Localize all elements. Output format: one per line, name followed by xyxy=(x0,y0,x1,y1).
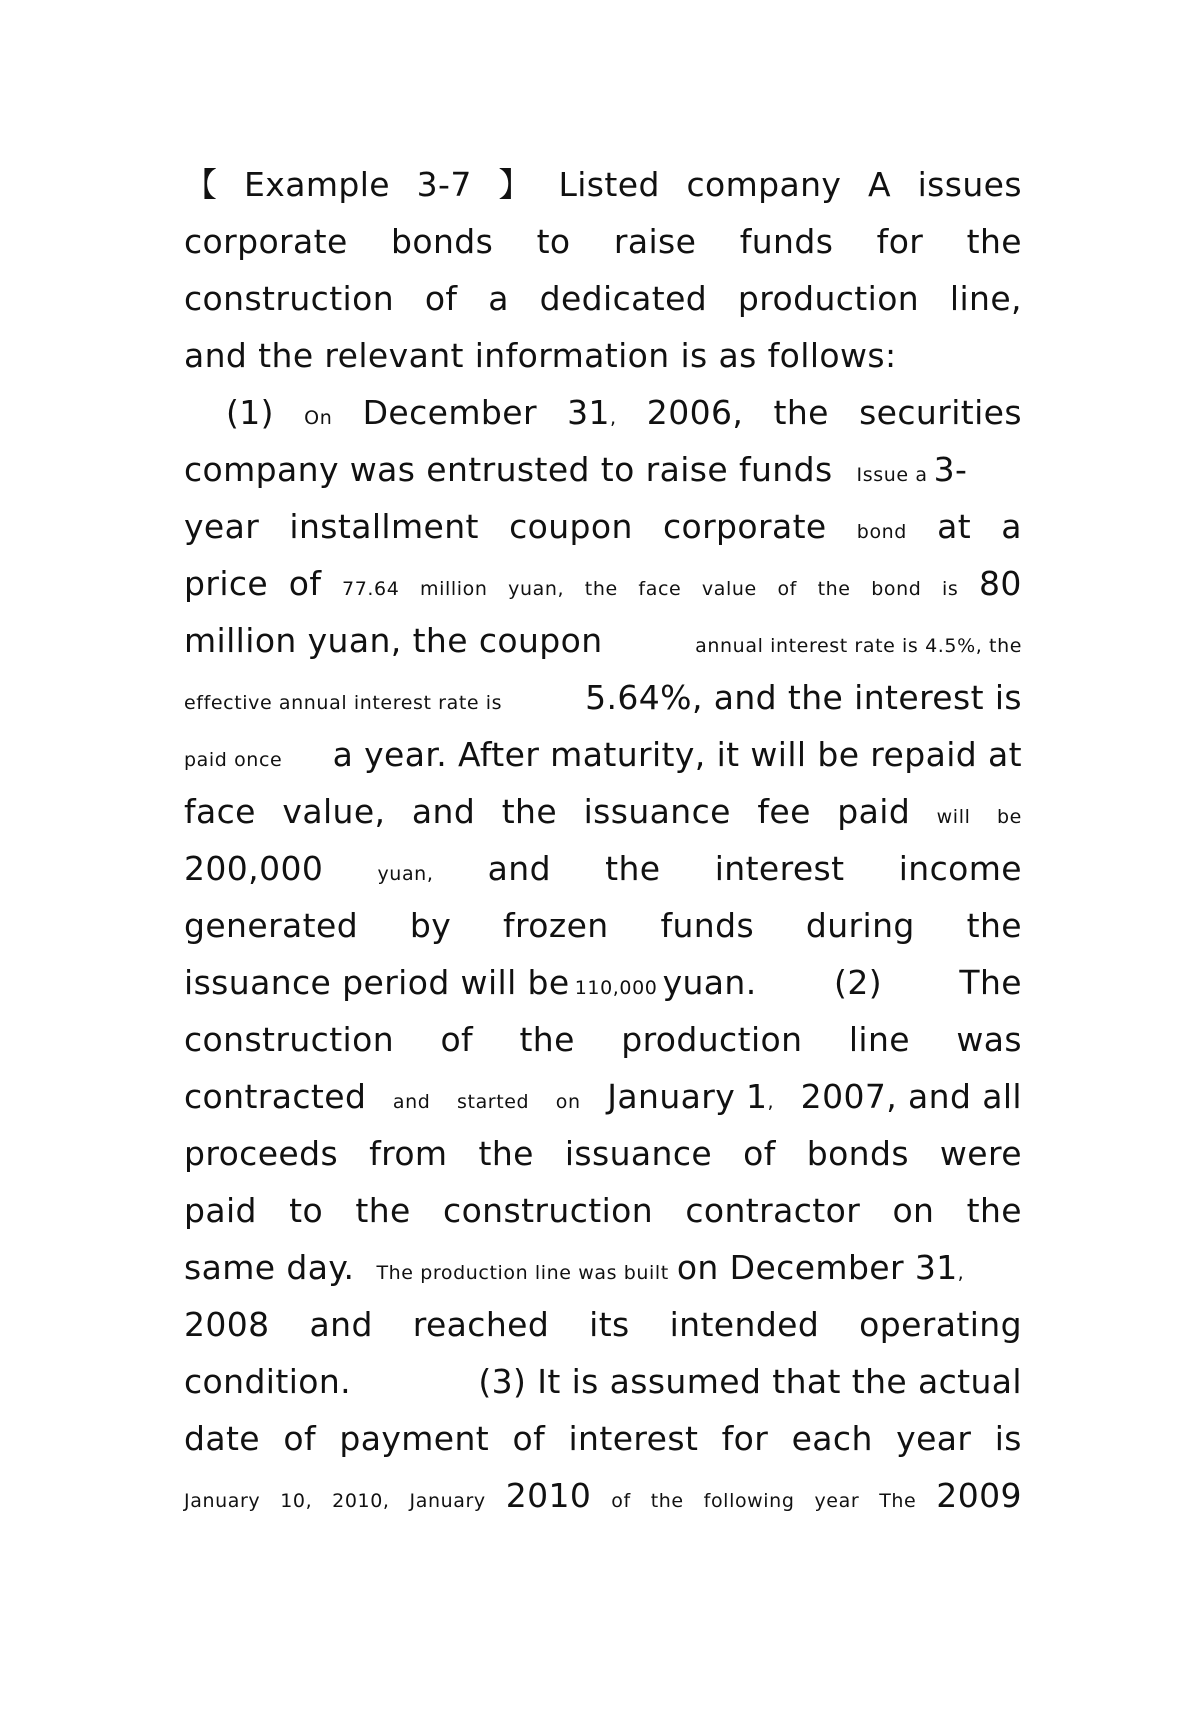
word: construction xyxy=(184,1020,395,1059)
word: were xyxy=(939,1134,1022,1173)
word: the xyxy=(355,1191,411,1230)
phrase: million yuan, the coupon xyxy=(184,621,603,660)
phrase-small: The production line was built xyxy=(376,1262,669,1284)
word: installment xyxy=(289,507,479,546)
text-line xyxy=(184,1011,1022,1068)
word: The xyxy=(959,963,1022,1002)
word: Example xyxy=(244,165,391,204)
word: each xyxy=(791,1419,873,1458)
phrase: 5.64%, and the interest is xyxy=(585,678,1022,717)
phrase: a year. After maturity, it will be repaid at xyxy=(332,735,1022,774)
example-number: 3-7 xyxy=(416,165,472,204)
text-line xyxy=(184,783,1022,840)
phrase-small: annual interest rate is 4.5%, the xyxy=(695,635,1022,657)
text-line xyxy=(184,1068,1022,1125)
word-small: 2010, xyxy=(332,1490,390,1512)
word: contracted xyxy=(184,1077,367,1116)
text-line xyxy=(184,669,1022,726)
word: proceeds xyxy=(184,1134,339,1173)
word: intended xyxy=(669,1305,820,1344)
sentence: and the relevant information is as follows: xyxy=(184,336,897,375)
word: production xyxy=(737,279,920,318)
word: construction xyxy=(184,279,395,318)
word-small: of xyxy=(611,1490,631,1512)
bracket-close: 】 xyxy=(498,165,532,204)
text-line xyxy=(184,555,1022,612)
word: payment xyxy=(339,1419,490,1458)
word: its xyxy=(589,1305,630,1344)
word: reached xyxy=(412,1305,550,1344)
word: the xyxy=(966,1191,1022,1230)
phrase-small: Issue a xyxy=(856,464,928,486)
word-small: face xyxy=(638,578,682,600)
text-line xyxy=(184,384,1022,441)
word: of xyxy=(743,1134,776,1173)
word: December xyxy=(362,393,537,432)
word: 3- xyxy=(933,450,968,489)
phrase: (3) It is assumed that the actual xyxy=(478,1362,1022,1401)
word-small: following xyxy=(703,1490,795,1512)
word: paid xyxy=(184,1191,257,1230)
word: value, xyxy=(282,792,386,831)
word: is xyxy=(994,1419,1022,1458)
word-small: will xyxy=(936,806,971,828)
text-line xyxy=(184,213,1022,270)
word-small: the xyxy=(584,578,618,600)
word: issuance xyxy=(583,792,731,831)
word: income xyxy=(898,849,1022,888)
word: corporate xyxy=(662,507,827,546)
word: issuance xyxy=(564,1134,713,1173)
word-small: be xyxy=(996,806,1022,828)
word: line xyxy=(848,1020,910,1059)
word: 200,000 xyxy=(184,849,324,888)
word: by xyxy=(409,906,452,945)
date: January 1 xyxy=(607,1077,768,1116)
word: issues xyxy=(917,165,1022,204)
word: of xyxy=(440,1020,474,1059)
word: and xyxy=(487,849,551,888)
word: date xyxy=(184,1419,261,1458)
comma-small: , xyxy=(609,407,617,429)
word: a xyxy=(1001,507,1022,546)
word-small: 10, xyxy=(280,1490,313,1512)
word: A xyxy=(867,165,891,204)
word: the xyxy=(501,792,558,831)
phrase-small: effective annual interest rate is xyxy=(184,692,503,714)
word-small: The xyxy=(879,1490,917,1512)
word: price xyxy=(184,564,269,603)
word: interest xyxy=(714,849,845,888)
word: year xyxy=(184,507,260,546)
word: 31 xyxy=(567,393,610,432)
word: the xyxy=(966,906,1022,945)
word: interest xyxy=(568,1419,699,1458)
word-small: bond xyxy=(856,521,907,543)
word-small: the xyxy=(650,1490,684,1512)
date: on December 31 xyxy=(676,1248,958,1287)
word: for xyxy=(721,1419,769,1458)
word: funds xyxy=(739,222,834,261)
text-line xyxy=(184,840,1022,897)
word: a xyxy=(488,279,509,318)
item-number: (1) xyxy=(226,393,274,432)
word: to xyxy=(536,222,571,261)
word: bonds xyxy=(391,222,494,261)
text-line xyxy=(184,1296,1022,1353)
word: of xyxy=(283,1419,316,1458)
word: for xyxy=(876,222,924,261)
word: line, xyxy=(949,279,1022,318)
word: 2008 xyxy=(184,1305,270,1344)
word: and xyxy=(411,792,476,831)
text-line xyxy=(184,1125,1022,1182)
text-line xyxy=(184,726,1022,783)
text-line xyxy=(184,156,1022,213)
word: corporate xyxy=(184,222,348,261)
word-small: yuan, xyxy=(377,863,434,885)
word: during xyxy=(805,906,915,945)
phrase: issuance period will be xyxy=(184,963,570,1002)
word: 80 xyxy=(979,564,1022,603)
word: yuan. xyxy=(662,963,757,1002)
word: bonds xyxy=(806,1134,909,1173)
word: condition. xyxy=(184,1362,352,1401)
comma-small: , xyxy=(957,1262,965,1284)
word: production xyxy=(621,1020,803,1059)
word-small: yuan, xyxy=(508,578,565,600)
word: construction xyxy=(443,1191,654,1230)
phrase-small: paid once xyxy=(184,749,283,771)
word: operating xyxy=(859,1305,1022,1344)
word: the xyxy=(605,849,661,888)
item-number: (2) xyxy=(834,963,882,1002)
word: generated xyxy=(184,906,359,945)
text-line xyxy=(184,897,1022,954)
text-line xyxy=(184,612,1022,669)
word: fee xyxy=(757,792,811,831)
text-line xyxy=(184,441,1022,498)
word: the xyxy=(519,1020,575,1059)
amount-small: 110,000 xyxy=(574,977,658,999)
word: funds xyxy=(660,906,755,945)
year: 2009 xyxy=(936,1476,1022,1515)
text-line xyxy=(184,1239,1022,1296)
text-line xyxy=(184,1182,1022,1239)
word: dedicated xyxy=(539,279,708,318)
word: the xyxy=(773,393,829,432)
word-small: the xyxy=(817,578,851,600)
word: 2006, xyxy=(646,393,744,432)
bracket-open: 【 xyxy=(184,165,218,204)
word-small: of xyxy=(777,578,797,600)
text-line xyxy=(184,1353,1022,1410)
word-small: bond xyxy=(871,578,922,600)
text-line xyxy=(184,327,1022,384)
year: 2010 xyxy=(505,1476,592,1515)
word: of xyxy=(512,1419,546,1458)
word: from xyxy=(369,1134,448,1173)
word: Listed xyxy=(558,165,660,204)
word-small: January xyxy=(409,1490,486,1512)
phrase: same day. xyxy=(184,1248,355,1287)
word: on xyxy=(892,1191,935,1230)
word-small: started xyxy=(457,1091,530,1113)
word: company xyxy=(686,165,842,204)
sentence: company was entrusted to raise funds xyxy=(184,450,833,489)
word: frozen xyxy=(503,906,609,945)
word: securities xyxy=(859,393,1022,432)
word: the xyxy=(966,222,1022,261)
word: the xyxy=(478,1134,534,1173)
phrase: 2007, and all xyxy=(800,1077,1022,1116)
word-small: year xyxy=(814,1490,860,1512)
word: raise xyxy=(613,222,697,261)
word: paid xyxy=(837,792,911,831)
word: contractor xyxy=(685,1191,861,1230)
word: and xyxy=(309,1305,373,1344)
word: of xyxy=(288,564,322,603)
word: was xyxy=(956,1020,1022,1059)
word: coupon xyxy=(509,507,633,546)
word: year xyxy=(896,1419,972,1458)
comma-small: , xyxy=(767,1091,775,1113)
word: to xyxy=(289,1191,324,1230)
word-small: million xyxy=(420,578,488,600)
text-line xyxy=(184,270,1022,327)
word: face xyxy=(184,792,256,831)
text-line xyxy=(184,1467,1022,1524)
word-small: 77.64 xyxy=(342,578,400,600)
word-small: On xyxy=(304,407,333,429)
word: at xyxy=(937,507,972,546)
text-line xyxy=(184,954,1022,1011)
text-line xyxy=(184,498,1022,555)
word: of xyxy=(424,279,458,318)
document-page xyxy=(184,156,1022,1516)
word-small: on xyxy=(555,1091,581,1113)
text-line xyxy=(184,1410,1022,1467)
word-small: January xyxy=(184,1490,261,1512)
word-small: value xyxy=(701,578,757,600)
word-small: and xyxy=(392,1091,431,1113)
word-small: is xyxy=(942,578,959,600)
